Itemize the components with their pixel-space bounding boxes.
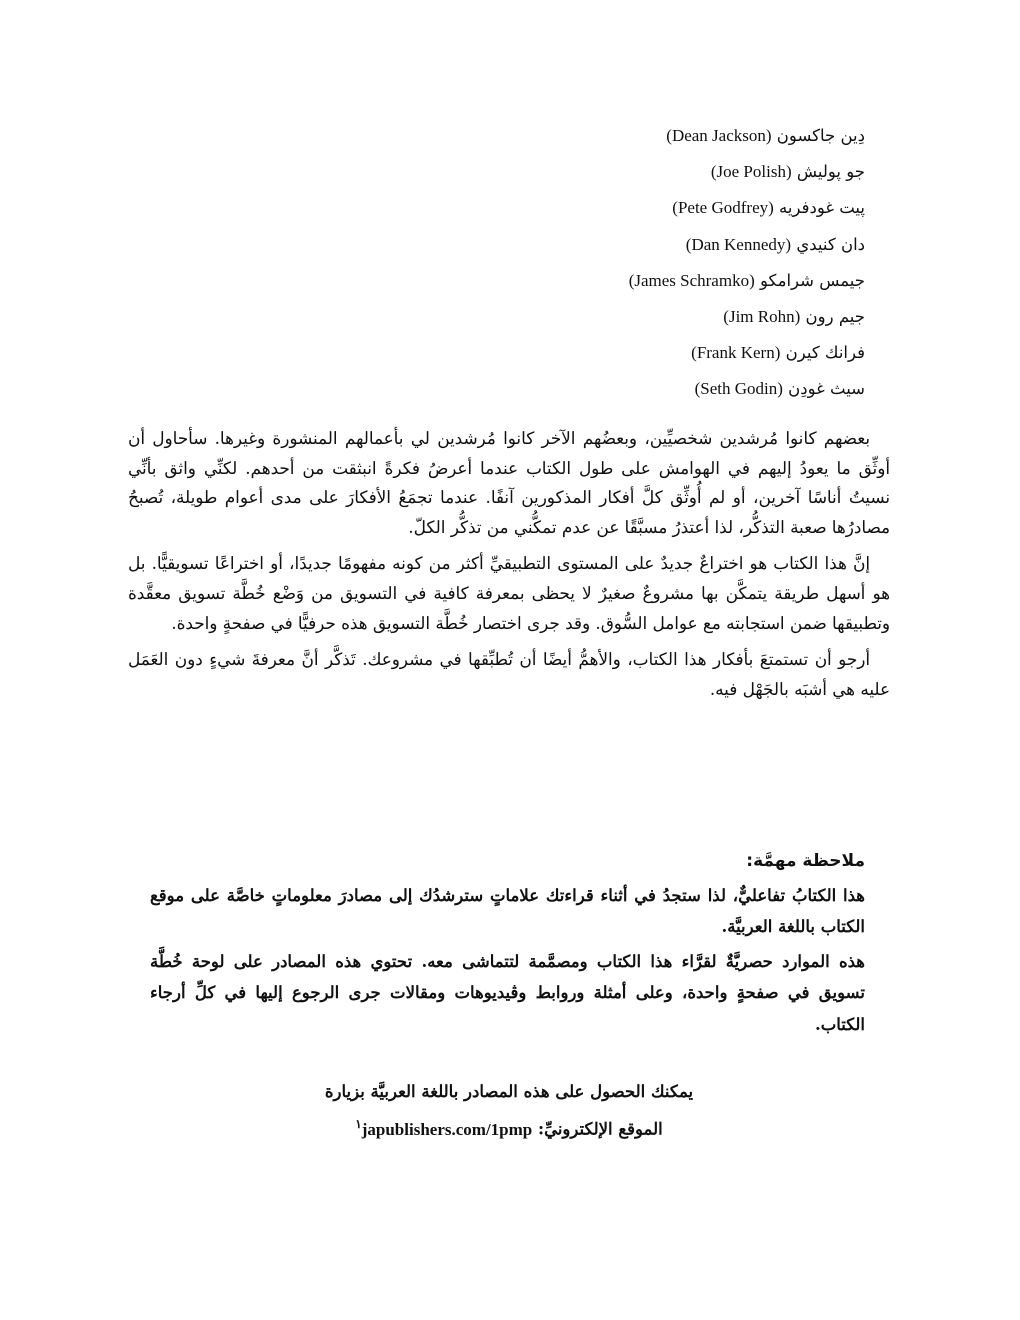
mentor-name-latin: (Seth Godin) [694,379,783,399]
paragraph-enjoy-book: أرجو أن تستمتعَ بأفكار هذا الكتاب، والأهمُّ أيضًا أن تُطبِّقها في مشروعك. تَذكَّر أنَّ معرفةَ شيءٍ دون العَمَل عليه هي أشبَه بالجَهْل فيه. [128,649,890,699]
mentor-name [128,263,865,299]
footnote-marker: ١ [355,1117,362,1131]
note-paragraph-resources: هذه الموارد حصريَّةٌ لقرَّاء هذا الكتاب ومصمَّمة لتتماشى معه. تحتوي هذه المصادر على لوحة خُطَّة تسويق في صفحةٍ واحدة، وعلى أمثلة وروابط وڤيديوهات ومقالات جرى الرجوع إليها في كلِّ أرجاء الكتاب. [150,951,865,1034]
mentor-name [128,299,865,335]
resources-notice-line: يمكنك الحصول على هذه المصادر باللغة العربيَّة بزيارة [324,1082,694,1101]
note-title: ملاحظة مهمَّة: [746,851,865,871]
mentor-name-latin: (Frank Kern) [691,343,781,363]
mentor-name-latin: (Dean Jackson) [666,126,772,145]
body-text [128,424,890,711]
mentor-name-arabic: فرانك كيرن [785,343,865,363]
mentor-name-latin: (Dan Kennedy) [685,234,792,254]
mentor-name-latin: (Pete Godfrey) [672,198,774,218]
mentor-name-arabic: دِين جاكسون [776,126,865,145]
mentor-name-latin: (Joe Polish) [710,162,792,182]
mentor-name-arabic: جيمس شرامكو [760,270,865,290]
website-label: الموقع الإلكترونيِّ: [537,1119,663,1139]
mentor-names-list [128,118,890,408]
mentor-name-arabic: دان كنيدي [796,234,865,254]
mentor-name [128,371,865,407]
paragraph-book-invention: إنَّ هذا الكتاب هو اختراعٌ جديدٌ على المستوى التطبيقيِّ أكثر من كونه مفهومًا جديدًا، أو اختراعًا تسويقيًّا. بل هو أسهل طريقة يتمكَّن بها مشروعٌ صغيرٌ لا يحظى بمعرفة كافية في التسويق من وَضْع خُطَّة تسويق معقَّدة وتطبيقها ضمن استجابته مع عوامل السُّوق. وقد جرى اختصار خُطَّة التسويق هذه حرفيًّا في صفحةٍ واحدة. [128,553,890,633]
paragraph-mentors-acknowledgement: بعضهم كانوا مُرشدين شخصيِّين، وبعضُهم الآخر كانوا مُرشدين لي بأعمالهم المنشورة وغيرها. سأحاول أن أوثِّق ما يعودُ إليهم في الهوامش على طول الكتاب عندما أعرضُ فكرةً انبثقت من أحدهم. لكنِّي واثق بأنِّي نسيتُ أناسًا آخرين، أو لم أُوثِّق كلَّ أفكار المذكورين آنفًا. عندما تجمَعُ الأفكارَ على مدى أعوام طويلة، تُصبحُ مصادرُها صعبة التذكُّر، لذا أعتذرُ مسبَّقًا عن عدم تمكُّني من تذكُّر الكلّ. [128,428,890,537]
website-link[interactable]: japublishers.com/1pmp [361,1119,533,1139]
mentor-name-arabic: پيت غودفريه [779,198,865,218]
mentor-name [128,154,865,190]
resources-website-notice [128,1076,890,1146]
mentor-name-arabic: جو پوليش [796,162,865,182]
mentor-name-latin: (James Schramko) [628,270,755,290]
mentor-name [128,335,865,371]
website-line [128,1108,890,1146]
note-paragraph-interactive: هذا الكتابُ تفاعليٌّ، لذا ستجدُ في أثناء قراءتك علاماتٍ سترشدُك إلى مصادرَ معلوماتٍ خاصَّة على موقع الكتاب باللغة العربيَّة. [150,885,865,936]
mentor-name-arabic: سيث غودِن [788,379,865,399]
mentor-name [128,227,865,263]
mentor-name-latin: (Jim Rohn) [723,306,801,326]
mentor-name [128,190,865,226]
mentor-name [128,118,865,154]
important-note [150,846,865,1043]
mentor-name-arabic: جيم رون [805,306,865,326]
